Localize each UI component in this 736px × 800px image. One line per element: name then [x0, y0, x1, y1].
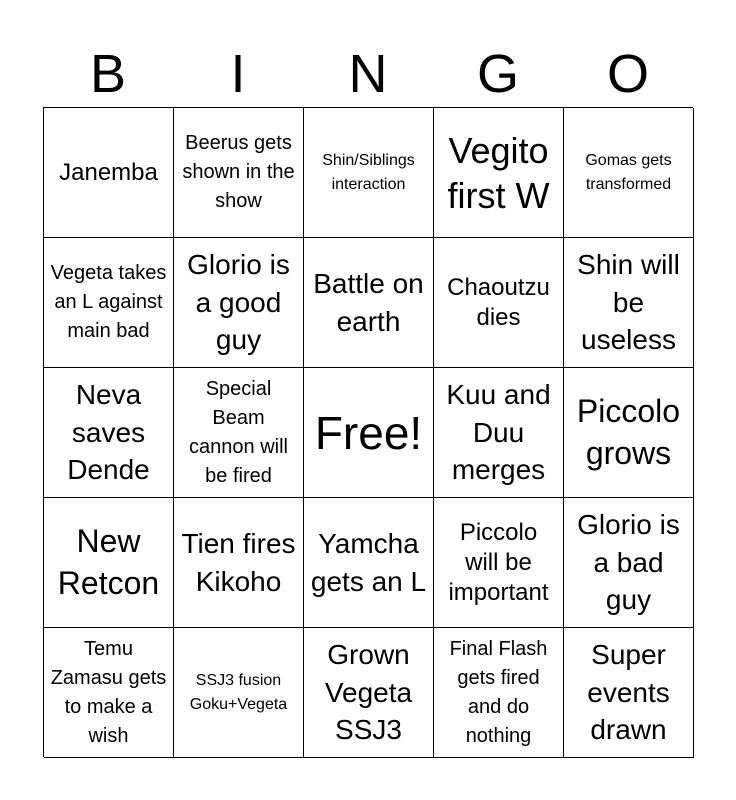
bingo-cell[interactable]: Battle on earth — [304, 238, 434, 368]
bingo-cell[interactable]: Glorio is a bad guy — [564, 498, 694, 628]
bingo-cell[interactable]: Gomas gets transformed — [564, 108, 694, 238]
bingo-cell[interactable]: Grown Vegeta SSJ3 — [304, 628, 434, 758]
bingo-cell[interactable]: Shin will be useless — [564, 238, 694, 368]
bingo-cell[interactable]: Temu Zamasu gets to make a wish — [44, 628, 174, 758]
bingo-cell[interactable]: Chaoutzu dies — [434, 238, 564, 368]
header-letter-g: G — [476, 44, 519, 104]
bingo-cell[interactable]: Piccolo grows — [564, 368, 694, 498]
bingo-cell[interactable]: Beerus gets shown in the show — [174, 108, 304, 238]
header-letter-i: I — [230, 44, 246, 104]
bingo-cell[interactable]: Shin/Siblings interaction — [304, 108, 434, 238]
header-letter-o: O — [606, 44, 649, 104]
bingo-cell[interactable]: SSJ3 fusion Goku+Vegeta — [174, 628, 304, 758]
bingo-cell[interactable]: Neva saves Dende — [44, 368, 174, 498]
header-letter-b: B — [89, 44, 127, 104]
free-space-cell[interactable]: Free! — [304, 368, 434, 498]
bingo-cell[interactable]: Special Beam cannon will be fired — [174, 368, 304, 498]
bingo-cell[interactable]: Super events drawn — [564, 628, 694, 758]
bingo-cell[interactable]: New Retcon — [44, 498, 174, 628]
bingo-cell[interactable]: Vegito first W — [434, 108, 564, 238]
bingo-cell[interactable]: Vegeta takes an L against main bad — [44, 238, 174, 368]
bingo-cell[interactable]: Tien fires Kikoho — [174, 498, 304, 628]
bingo-cell[interactable]: Kuu and Duu merges — [434, 368, 564, 498]
header-letter-n: N — [348, 44, 388, 104]
bingo-cell[interactable]: Piccolo will be important — [434, 498, 564, 628]
bingo-board — [43, 107, 693, 757]
bingo-cell[interactable]: Glorio is a good guy — [174, 238, 304, 368]
bingo-cell[interactable]: Janemba — [44, 108, 174, 238]
bingo-cell[interactable]: Final Flash gets fired and do nothing — [434, 628, 564, 758]
bingo-cell[interactable]: Yamcha gets an L — [304, 498, 434, 628]
bingo-header — [43, 40, 693, 108]
